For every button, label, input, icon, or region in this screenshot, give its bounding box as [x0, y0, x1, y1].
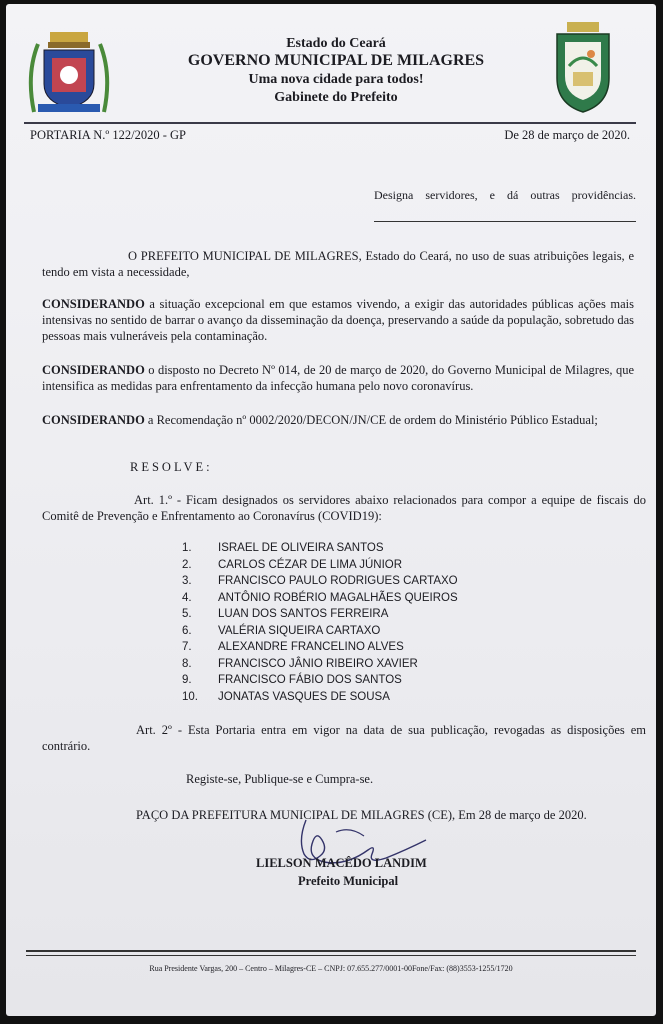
- considerando-text: o disposto no Decreto Nº 014, de 20 de março de 2020, do Governo Municipal de Milagres, que intensifica as medidas para enfrentamento da infecção humana pelo novo coronavírus.: [42, 363, 634, 393]
- footer-divider: [26, 950, 636, 952]
- list-name: VALÉRIA SIQUEIRA CARTAXO: [218, 624, 381, 637]
- list-item: [182, 689, 458, 706]
- header-office: Gabinete do Prefeito: [274, 90, 398, 105]
- ementa-underline: [374, 221, 636, 222]
- article-1: Art. 1.º - Ficam designados os servidores abaixo relacionados para compor a equipe de fiscais do Comitê de Prevenção e Enfrentamento ao Coronavírus (COVID19):: [42, 493, 646, 523]
- list-item: [182, 672, 458, 689]
- list-number: 3.: [182, 575, 192, 587]
- article-2: Art. 2º - Esta Portaria entra em vigor na data de sua publicação, revogadas as disposições em contrário.: [42, 723, 646, 753]
- considerando-lead: CONSIDERANDO: [42, 413, 145, 427]
- list-name: ANTÔNIO ROBÉRIO MAGALHÃES QUEIROS: [218, 591, 458, 604]
- list-number: 1.: [182, 542, 192, 554]
- signatory-name: LIELSON MACÊDO LANDIM: [256, 856, 427, 870]
- list-name: ALEXANDRE FRANCELINO ALVES: [218, 641, 404, 653]
- considerando-text: a Recomendação nº 0002/2020/DECON/JN/CE de ordem do Ministério Público Estadual;: [144, 413, 598, 427]
- servidores-list: [182, 540, 458, 705]
- ementa: Designa servidores, e dá outras providências.: [374, 188, 636, 202]
- list-number: 4.: [182, 591, 192, 604]
- resolve-heading: RESOLVE:: [130, 460, 213, 474]
- list-number: 2.: [182, 558, 192, 571]
- list-number: 9.: [182, 674, 192, 686]
- list-number: 7.: [182, 641, 192, 653]
- list-item: [182, 639, 458, 656]
- list-item: [182, 656, 458, 673]
- list-name: CARLOS CÉZAR DE LIMA JÚNIOR: [218, 558, 403, 571]
- list-name: ISRAEL DE OLIVEIRA SANTOS: [218, 542, 384, 554]
- paco-line: PAÇO DA PREFEITURA MUNICIPAL DE MILAGRES (CE), Em 28 de março de 2020.: [136, 808, 587, 822]
- list-item: [182, 623, 458, 640]
- considerando-text: a situação excepcional em que estamos vivendo, a exigir das autoridades públicas ações mais intensivas no sentido de barrar o avanço da disseminação da doença, preservando a saúde da população, sobretudo das pessoas mais vulneráveis pela contaminação.: [42, 297, 634, 343]
- list-name: FRANCISCO JÂNIO RIBEIRO XAVIER: [218, 657, 418, 670]
- municipal-coat-of-arms-icon: [24, 24, 114, 116]
- list-name: LUAN DOS SANTOS FERREIRA: [218, 608, 389, 620]
- portaria-date: De 28 de março de 2020.: [504, 128, 630, 142]
- considerando-2: [42, 362, 634, 394]
- header-slogan: Uma nova cidade para todos!: [248, 72, 424, 87]
- document-page: [6, 4, 656, 1016]
- list-number: 8.: [182, 657, 192, 670]
- preamble: O PREFEITO MUNICIPAL DE MILAGRES, Estado do Ceará, no uso de suas atribuições legais, e tendo em vista a necessidade,: [42, 249, 634, 279]
- list-name: FRANCISCO FÁBIO DOS SANTOS: [218, 674, 402, 686]
- list-name: JONATAS VASQUES DE SOUSA: [218, 690, 390, 703]
- list-item: [182, 606, 458, 623]
- registe-line: Registe-se, Publique-se e Cumpra-se.: [186, 772, 374, 786]
- list-item: [182, 557, 458, 574]
- list-name: FRANCISCO PAULO RODRIGUES CARTAXO: [218, 575, 458, 587]
- considerando-lead: CONSIDERANDO: [42, 297, 145, 311]
- header-state: Estado do Ceará: [286, 36, 386, 51]
- footer-divider-thin: [26, 955, 636, 956]
- portaria-number: PORTARIA N.º 122/2020 - GP: [30, 128, 186, 142]
- considerando-1: [42, 296, 634, 344]
- considerando-lead: CONSIDERANDO: [42, 363, 145, 377]
- header-divider: [24, 122, 636, 124]
- header-government: GOVERNO MUNICIPAL DE MILAGRES: [187, 52, 485, 69]
- list-item: [182, 573, 458, 590]
- list-number: 6.: [182, 624, 192, 637]
- list-number: 10.: [182, 690, 198, 703]
- considerando-3: [42, 412, 634, 428]
- list-item: [182, 590, 458, 607]
- state-coat-of-arms-icon: [551, 20, 615, 114]
- footer-address: Rua Presidente Vargas, 200 – Centro – Milagres-CE – CNPJ: 07.655.277/0001-00Fone/Fax: (88)3553-1255/1720: [149, 964, 513, 973]
- list-item: [182, 540, 458, 557]
- list-number: 5.: [182, 608, 192, 620]
- signatory-title: Prefeito Municipal: [298, 874, 399, 888]
